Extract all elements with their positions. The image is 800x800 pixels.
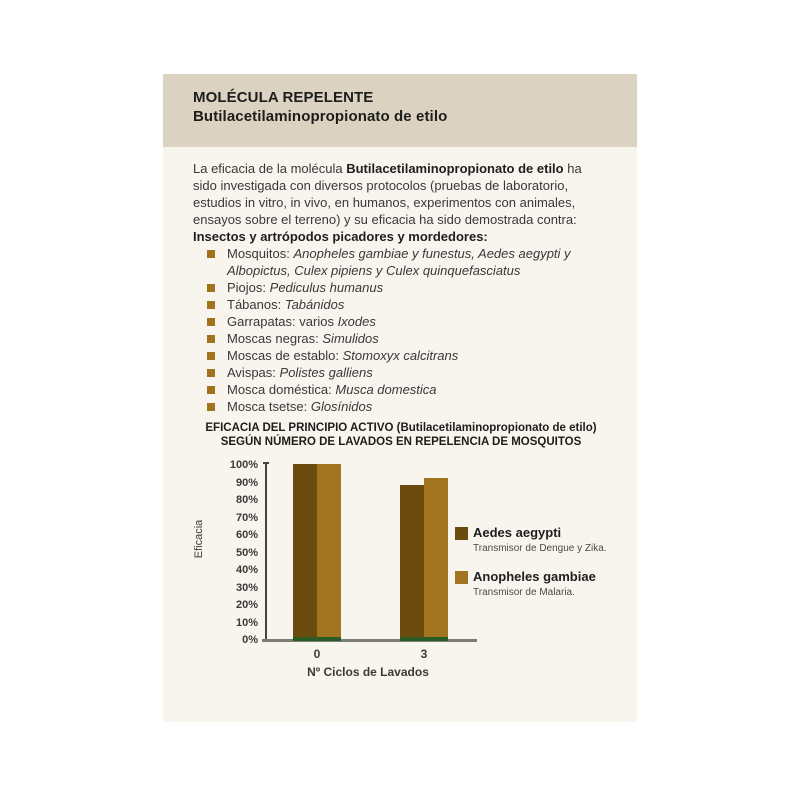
intro-paragraph <box>193 160 609 228</box>
list-item-species: Simulidos <box>322 331 379 346</box>
list-item <box>207 381 609 398</box>
list-item-species: Polistes galliens <box>279 365 373 380</box>
bar-group <box>400 464 448 639</box>
y-tick-label: 40% <box>235 564 258 576</box>
bullet-square-icon <box>207 403 215 411</box>
list-item-species: Anopheles gambiae y funestus, Aedes aegypti y Albopictus, Culex pipiens y Culex quinquefasciatus <box>227 246 571 278</box>
y-tick-label: 100% <box>229 459 258 471</box>
list-item-text: varios <box>295 314 338 329</box>
list-item-label: Moscas negras: <box>227 331 319 346</box>
y-tick-label: 50% <box>235 546 258 559</box>
y-tick-label: 70% <box>235 511 258 524</box>
legend-series-subtitle: Transmisor de Malaria. <box>473 587 575 598</box>
bullet-square-icon <box>207 352 215 360</box>
list-item-species: Stomoxyx calcitrans <box>342 348 459 363</box>
bar-base-strip <box>400 637 448 641</box>
legend-series-name: Anopheles gambiae <box>473 569 596 584</box>
bullet-square-icon <box>207 369 215 377</box>
y-axis-label: Eficacia <box>193 519 205 559</box>
list-item-species: Musca domestica <box>335 382 437 397</box>
legend-series-subtitle: Transmisor de Dengue y Zika. <box>473 543 607 554</box>
list-item-label: Mosca doméstica: <box>227 382 332 397</box>
list-heading: Insectos y artrópodos picadores y mordedores: <box>193 229 488 244</box>
legend-series-name: Aedes aegypti <box>473 525 562 540</box>
chart-title <box>193 421 609 449</box>
legend-item <box>455 525 625 555</box>
y-tick-label: 30% <box>235 581 258 594</box>
legend-item-header <box>455 569 625 585</box>
x-tick-label: 0 <box>313 647 321 661</box>
chart-legend <box>455 525 625 613</box>
bullet-square-icon <box>207 250 215 258</box>
page-title: MOLÉCULA REPELENTE <box>193 89 374 106</box>
bar-0-anopheles-gambiae <box>317 464 341 639</box>
legend-swatch-icon <box>455 571 468 584</box>
page-subtitle: Butilacetilaminopropionato de etilo <box>193 108 448 125</box>
y-tick-label: 90% <box>235 476 258 489</box>
bullet-square-icon <box>207 301 215 309</box>
list-item-label: Moscas de establo: <box>227 348 340 363</box>
legend-item <box>455 569 625 599</box>
list-item <box>207 347 609 364</box>
chart-title-line1: EFICACIA DEL PRINCIPIO ACTIVO (Butilacetilaminopropionato de etilo) <box>205 422 597 434</box>
bullet-square-icon <box>207 335 215 343</box>
legend-item-header <box>455 525 625 541</box>
list-item-label: Piojos: <box>227 280 267 295</box>
bullet-square-icon <box>207 318 215 326</box>
bar-0-aedes-aegypti <box>293 464 317 639</box>
intro-text-end: ha sido investigada con diversos protocolos (pruebas de laboratorio, estudios in vitro, in vivo, en humanos, experimentos con animales, ensayos sobre el terreno) y su eficacia ha sido demostrada contra: <box>193 161 582 227</box>
bar-3-anopheles-gambiae <box>424 478 448 639</box>
list-item-species: Ixodes <box>337 314 376 329</box>
list-item <box>207 245 609 279</box>
list-item-species: Tabánidos <box>284 297 345 312</box>
list-item-species: Pediculus humanus <box>269 280 384 295</box>
list-item-label: Tábanos: <box>227 297 282 312</box>
y-tick-label: 0% <box>242 634 258 646</box>
intro-molecule-name: Butilacetilaminopropionato de etilo <box>346 161 564 176</box>
legend-swatch-icon <box>455 527 468 540</box>
y-axis-line <box>265 462 267 642</box>
list-item <box>207 296 609 313</box>
bar-chart <box>193 453 609 705</box>
document-card <box>163 74 637 722</box>
list-item <box>207 364 609 381</box>
list-item-label: Mosquitos: <box>227 246 290 261</box>
list-item <box>207 330 609 347</box>
list-item <box>207 279 609 296</box>
y-tick-label: 80% <box>235 494 258 506</box>
y-tick-label: 20% <box>235 599 258 611</box>
list-item-label: Avispas: <box>227 365 276 380</box>
list-item <box>207 313 609 330</box>
bar-3-aedes-aegypti <box>400 485 424 639</box>
bar-base-strip <box>293 637 341 641</box>
list-item-label: Garrapatas: <box>227 314 296 329</box>
list-item <box>207 398 609 415</box>
x-axis-label: Nº Ciclos de Lavados <box>307 665 429 679</box>
y-tick-label: 10% <box>235 616 258 629</box>
bullet-square-icon <box>207 386 215 394</box>
card-header <box>163 74 637 147</box>
bar-group <box>293 464 341 639</box>
list-item-species: Glosínidos <box>310 399 373 414</box>
bullet-square-icon <box>207 284 215 292</box>
list-item-label: Mosca tsetse: <box>227 399 308 414</box>
x-tick-label: 3 <box>420 647 428 661</box>
y-tick-label: 60% <box>235 529 258 541</box>
bullet-list <box>207 245 609 415</box>
intro-text-start: La eficacia de la molécula <box>193 161 347 176</box>
chart-title-line2: SEGÚN NÚMERO DE LAVADOS EN REPELENCIA DE MOSQUITOS <box>220 436 582 448</box>
y-axis-ticks <box>193 457 258 650</box>
card-body <box>163 147 637 722</box>
